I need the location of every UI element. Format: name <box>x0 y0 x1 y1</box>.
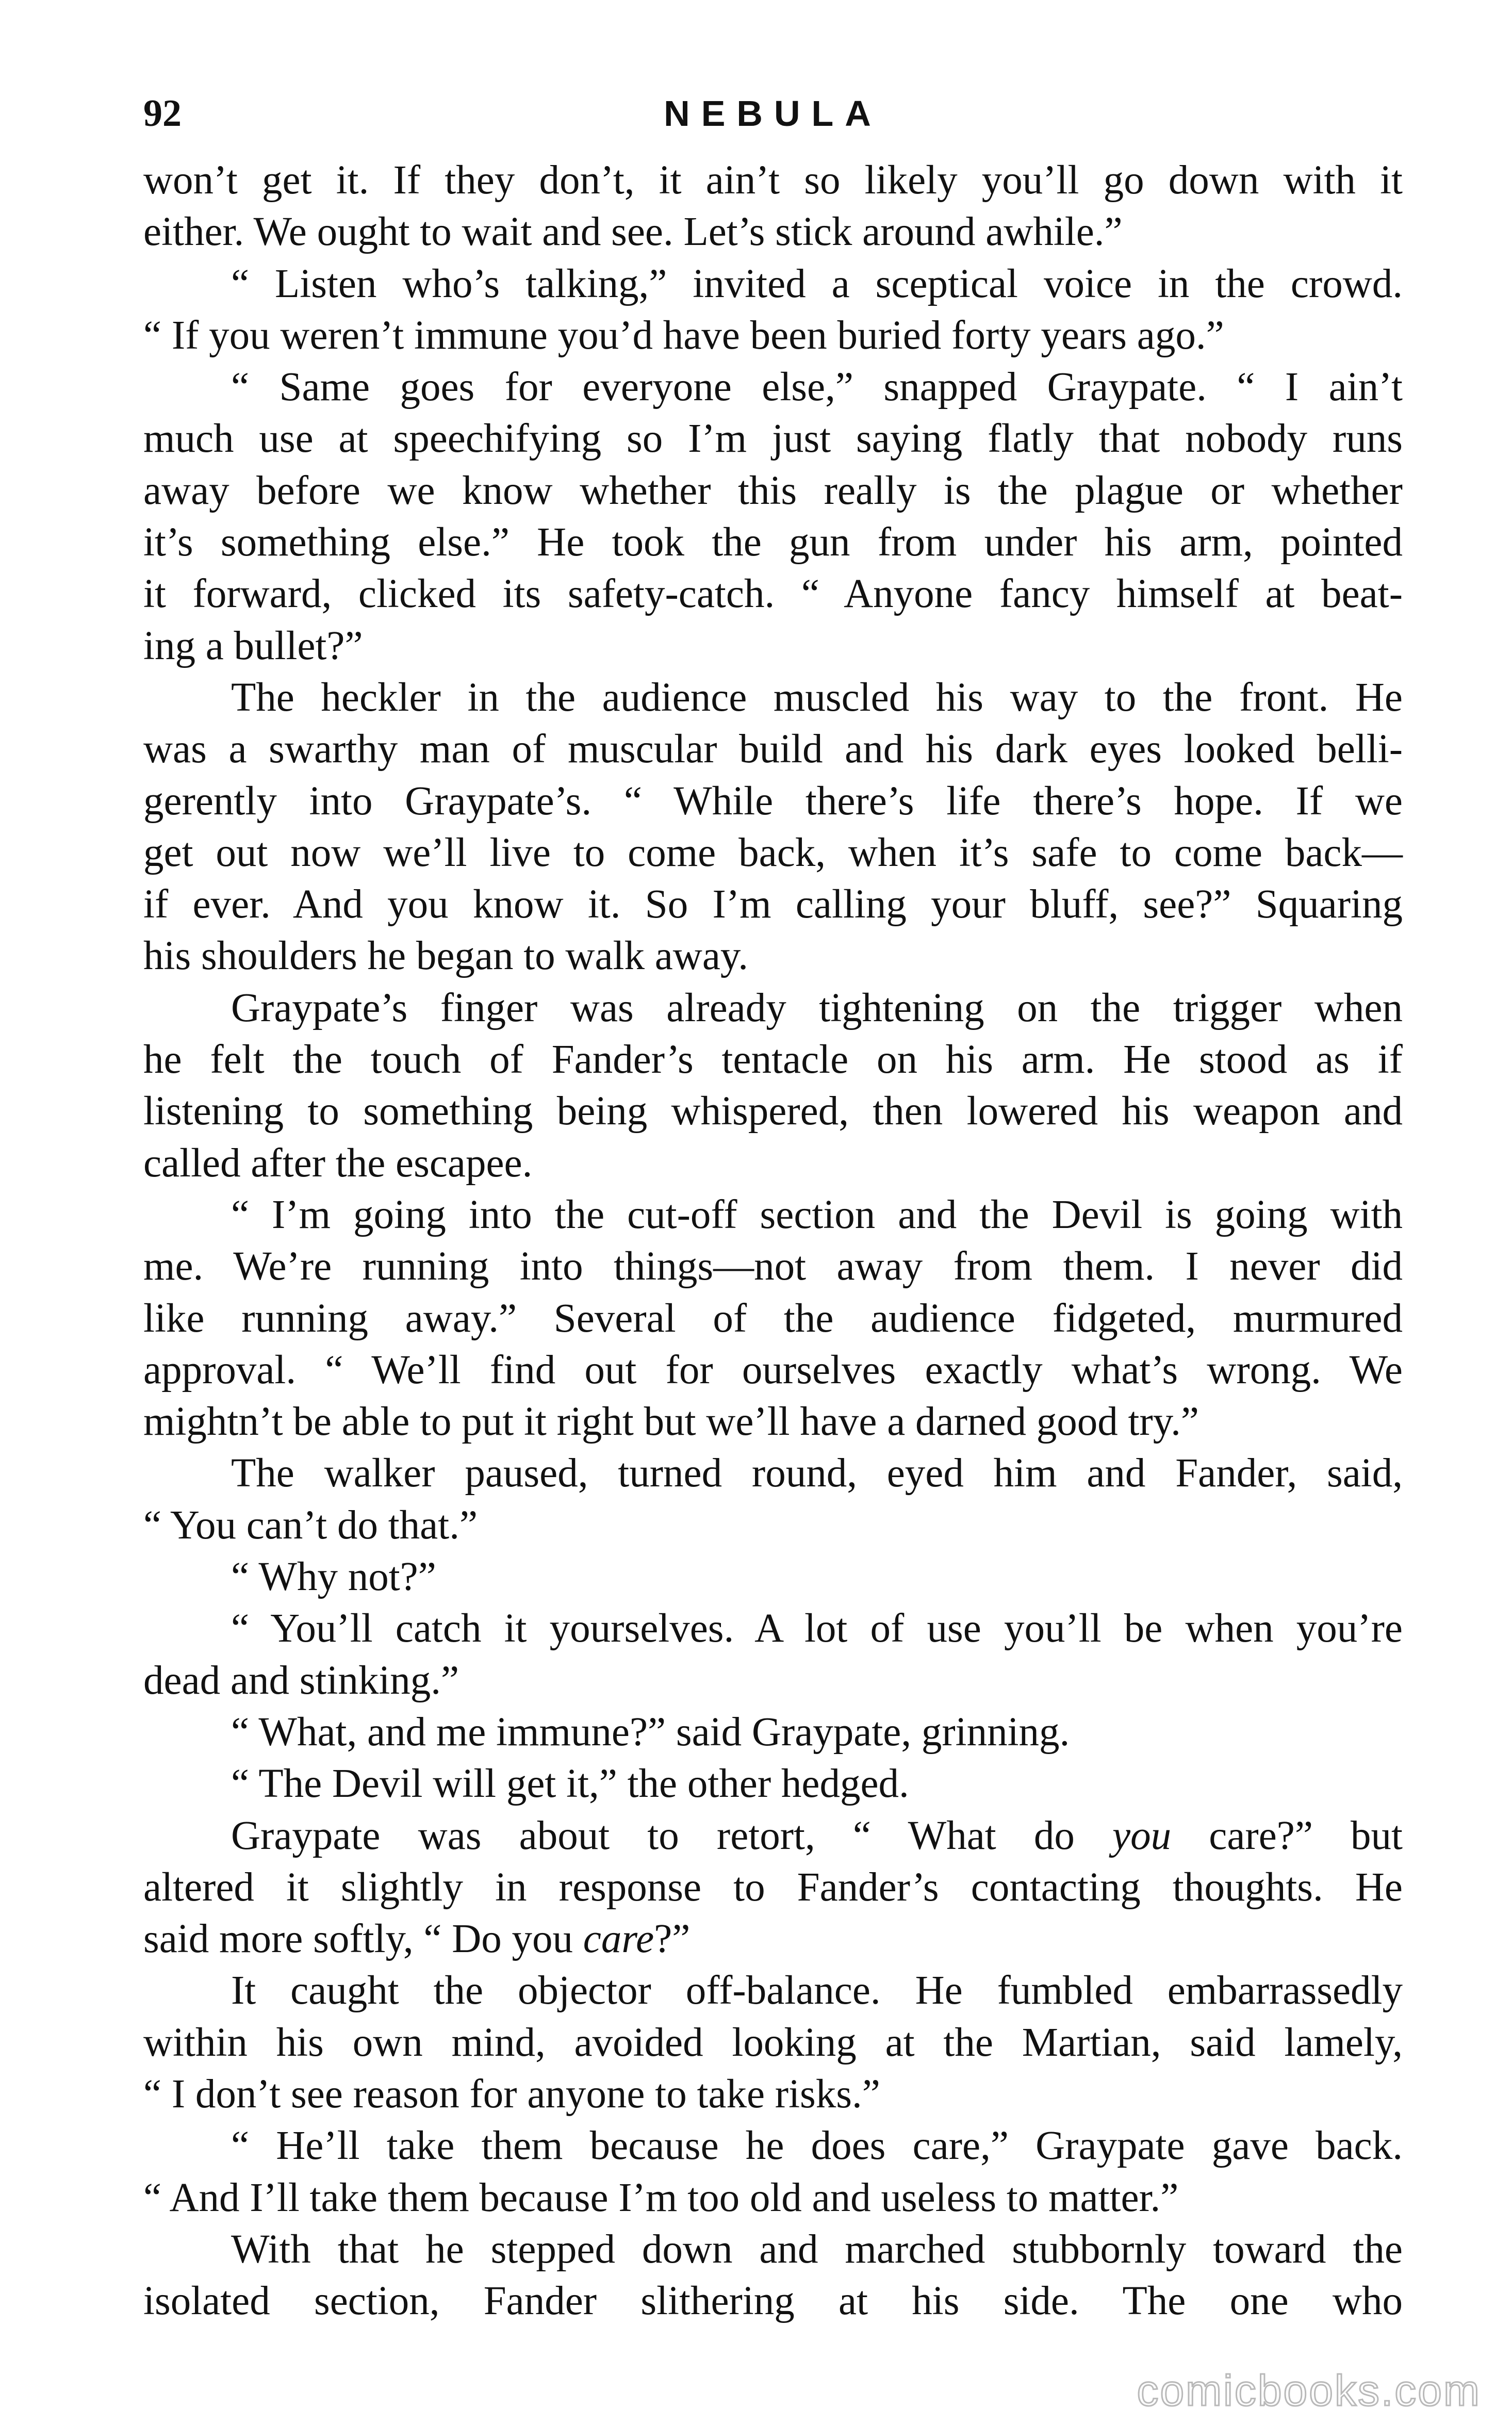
text-run: care?” but <box>1209 1813 1403 1858</box>
text-line: “ The Devil will get it,” the other hedged. <box>231 1761 909 1807</box>
running-title: NEBULA <box>664 93 882 134</box>
text-line: much use at speechifying so I’m just saying flatly that nobody runs <box>143 416 1403 462</box>
text-line: “ He’ll take them because he does care,” Graypate gave back. <box>231 2123 1403 2169</box>
text-line: “ And I’ll take them because I’m too old and useless to matter.” <box>143 2175 1179 2220</box>
text-line <box>143 1913 1403 1965</box>
text-line: it forward, clicked its safety-catch. “ Anyone fancy himself at beat- <box>143 571 1403 617</box>
text-line: “ What, and me immune?” said Graypate, grinning. <box>231 1709 1070 1755</box>
text-line: “ Why not?” <box>231 1554 436 1600</box>
text-run: said more softly, “ Do you <box>143 1917 573 1962</box>
text-line: The walker paused, turned round, eyed him and Fander, said, <box>231 1451 1403 1496</box>
text-run: Graypate was about to retort, “ What do <box>231 1813 1075 1858</box>
site-watermark: comicbooks.com <box>1137 2366 1481 2415</box>
page-header <box>143 88 1403 150</box>
text-line: Graypate’s finger was already tightening on the trigger when <box>231 985 1403 1030</box>
text-line: mightn’t be able to put it right but we’ll have a darned good try.” <box>143 1399 1199 1445</box>
text-line: gerently into Graypate’s. “ While there’s life there’s hope. If we <box>143 778 1403 824</box>
text-line: “ If you weren’t immune you’d have been buried forty years ago.” <box>143 313 1224 358</box>
text-line: “ You can’t do that.” <box>143 1502 478 1548</box>
text-line <box>143 1810 1403 1862</box>
body-text <box>143 155 1403 2327</box>
text-line: approval. “ We’ll find out for ourselves exactly what’s wrong. We <box>143 1347 1403 1393</box>
text-line: “ I’m going into the cut-off section and the Devil is going with <box>231 1192 1403 1237</box>
text-line: his shoulders he began to walk away. <box>143 933 749 979</box>
text-line: listening to something being whispered, then lowered his weapon and <box>143 1089 1403 1134</box>
text-line: “ I don’t see reason for anyone to take risks.” <box>143 2071 880 2117</box>
text-line: “ You’ll catch it yourselves. A lot of use you’ll be when you’re <box>231 1606 1403 1651</box>
text-line: With that he stepped down and marched stubbornly toward the <box>231 2226 1403 2272</box>
text-line: “ Same goes for everyone else,” snapped Graypate. “ I ain’t <box>231 365 1403 410</box>
page-number: 92 <box>143 92 182 135</box>
text-line: The heckler in the audience muscled his way to the front. He <box>231 675 1403 720</box>
text-line: get out now we’ll live to come back, when it’s safe to come back— <box>143 830 1403 875</box>
text-line: ing a bullet?” <box>143 623 363 668</box>
text-line: altered it slightly in response to Fander’s contacting thoughts. He <box>143 1864 1403 1910</box>
text-line: it’s something else.” He took the gun from under his arm, pointed <box>143 520 1403 565</box>
text-line: within his own mind, avoided looking at the Martian, said lamely, <box>143 2020 1403 2065</box>
text-line: dead and stinking.” <box>143 1658 459 1703</box>
text-line: isolated section, Fander slithering at his side. The one who <box>143 2279 1403 2324</box>
text-line: me. We’re running into things—not away from them. I never did <box>143 1244 1403 1289</box>
text-run: ?” <box>654 1917 691 1962</box>
text-line: It caught the objector off-balance. He fumbled embarrassedly <box>231 1968 1403 2013</box>
text-line: if ever. And you know it. So I’m calling your bluff, see?” Squaring <box>143 882 1403 927</box>
italic-word: you <box>1112 1813 1172 1858</box>
text-line: won’t get it. If they don’t, it ain’t so likely you’ll go down with it <box>143 158 1403 203</box>
text-line: he felt the touch of Fander’s tentacle on his arm. He stood as if <box>143 1037 1403 1083</box>
text-line: was a swarthy man of muscular build and his dark eyes looked belli- <box>143 727 1403 772</box>
text-line: away before we know whether this really is the plague or whether <box>143 468 1403 513</box>
text-line: called after the escapee. <box>143 1140 533 1186</box>
text-line: either. We ought to wait and see. Let’s stick around awhile.” <box>143 209 1123 255</box>
italic-word: care <box>583 1917 654 1962</box>
text-line: “ Listen who’s talking,” invited a sceptical voice in the crowd. <box>231 261 1403 306</box>
text-line: like running away.” Several of the audience fidgeted, murmured <box>143 1296 1403 1341</box>
